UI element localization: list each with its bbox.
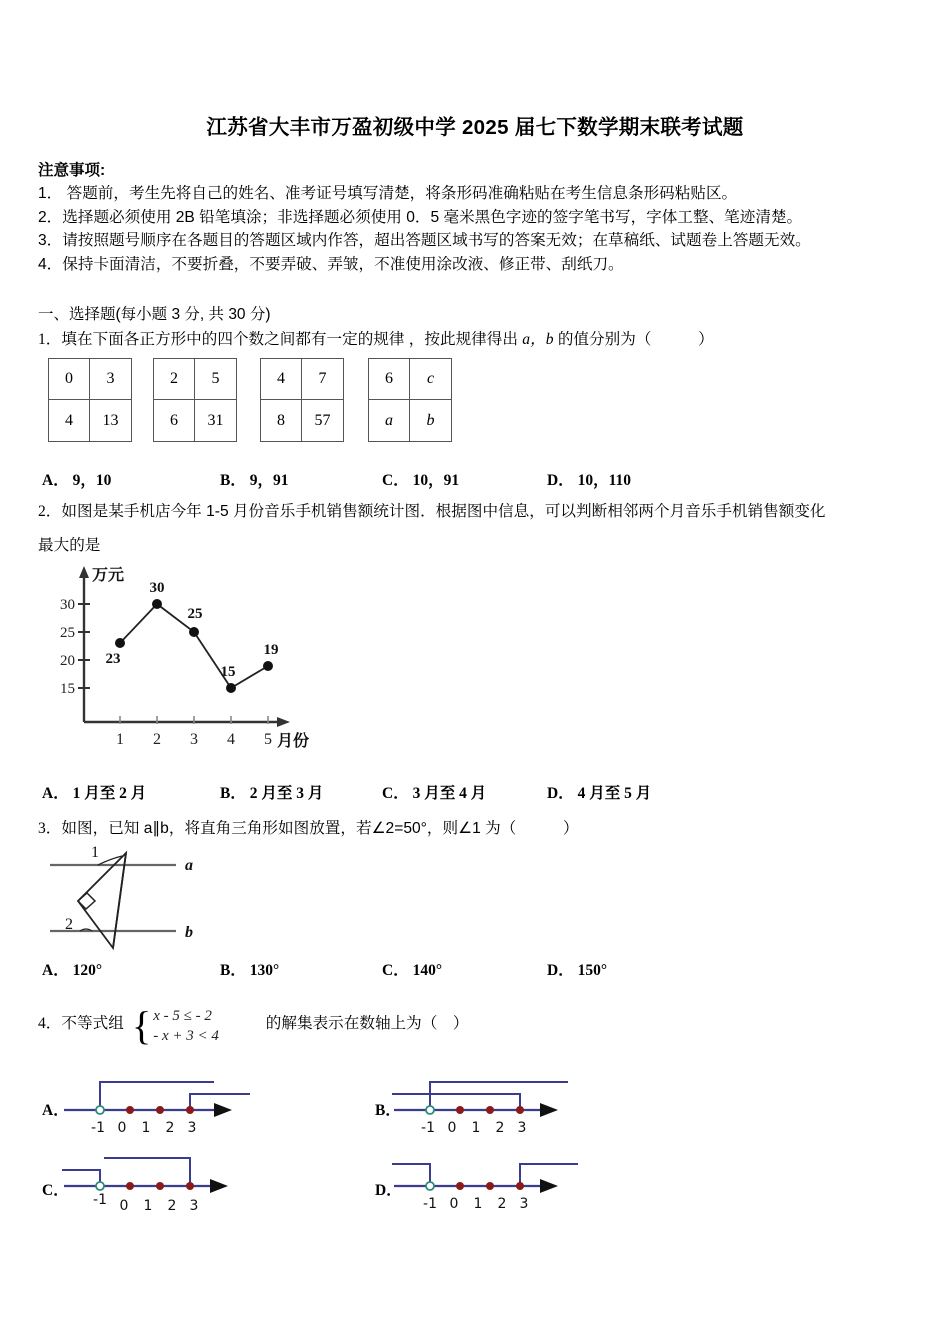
- svg-text:2: 2: [165, 1120, 175, 1136]
- cell-top-right: 7: [302, 359, 343, 400]
- notice-item: 3．请按照题号顺序在各题目的答题区域内作答，超出答题区域书写的答案无效；在草稿纸、试题卷上答题无效。: [38, 232, 811, 249]
- option-value: 1 月至 2 月: [72, 785, 147, 802]
- chart-point-label-5: 19: [263, 642, 279, 658]
- svg-text:3: 3: [519, 1196, 529, 1212]
- open-circle-at-minus1: [96, 1182, 104, 1190]
- q1-number: 1．: [38, 331, 62, 348]
- system-brace: {: [132, 1003, 152, 1048]
- cell-top-left: 6: [369, 359, 410, 400]
- q2-number: 2．: [38, 503, 62, 520]
- open-circle-at-minus1: [426, 1182, 434, 1190]
- chart-ylabel: 万元: [92, 565, 125, 584]
- notice-heading: 注意事项:: [38, 162, 106, 179]
- q1-option-c[interactable]: [382, 468, 459, 490]
- angle-1-label: 1: [91, 844, 99, 861]
- cell-bottom-right: b: [426, 411, 435, 429]
- svg-text:3: 3: [187, 1120, 197, 1136]
- angle-2-label: 2: [65, 916, 73, 933]
- q4-option-c-label: C．: [42, 1182, 69, 1199]
- cell-top-left: 0: [49, 359, 90, 400]
- q4-option-c[interactable]: [42, 1152, 252, 1229]
- cell-top-right: 5: [195, 359, 236, 400]
- option-key: C．: [382, 472, 409, 489]
- line-a-label: a: [185, 857, 193, 874]
- cell-bottom-left: 8: [261, 400, 302, 441]
- svg-text:1: 1: [471, 1120, 481, 1136]
- notice-item: 2．选择题必须使用 2B 铅笔填涂；非选择题必须使用 0．5 毫米黑色字迹的签字笔书写，字体工整、笔迹清楚。: [38, 208, 803, 226]
- chart-xlabel: 月份: [277, 731, 310, 750]
- svg-text:1: 1: [473, 1196, 483, 1212]
- option-value: 130°: [249, 962, 280, 979]
- q2-option-a[interactable]: [42, 781, 146, 803]
- section-heading: 一、选择题(每小题 3 分, 共 30 分): [38, 306, 271, 323]
- cell-top-right: 3: [90, 359, 131, 400]
- q4-option-d[interactable]: [372, 1152, 582, 1229]
- q4-option-d-label: D．: [375, 1182, 402, 1199]
- q1-option-d[interactable]: [547, 468, 631, 490]
- svg-text:-1: -1: [421, 1120, 435, 1136]
- q3-option-d[interactable]: [547, 958, 607, 980]
- open-circle-at-minus1: [96, 1106, 104, 1114]
- inequality-rows: [153, 1006, 219, 1046]
- cell-bottom-right: 31: [207, 411, 224, 429]
- option-value: 9，91: [249, 472, 289, 489]
- chart-xtick-2: 2: [153, 731, 161, 748]
- question-3-text: [38, 817, 579, 841]
- svg-text:0: 0: [119, 1198, 129, 1214]
- chart-xtick-4: 4: [227, 731, 235, 748]
- q4-option-a-label: A．: [42, 1102, 69, 1119]
- option-value: 140°: [412, 962, 443, 979]
- q3-option-a[interactable]: [42, 958, 102, 980]
- q2-line1: 如图是某手机店今年 1‑5 月份音乐手机销售额统计图．根据图中信息，可以判断相邻两个月音乐手机销售额变化: [61, 503, 826, 520]
- question-2-text: [38, 500, 933, 524]
- option-value: 10，110: [577, 472, 631, 489]
- numberline-c-svg: [42, 1152, 252, 1224]
- q1-text-after: 的值分别为（ ）: [553, 331, 714, 348]
- square-grid-2: [153, 358, 237, 442]
- q4-text-after: 的解集表示在数轴上为（ ）: [265, 1015, 469, 1032]
- svg-text:2: 2: [167, 1198, 177, 1214]
- numberline-a-svg: [42, 1076, 252, 1148]
- chart-point-label-4: 15: [220, 664, 236, 680]
- option-key: C．: [382, 962, 409, 979]
- q2-option-b[interactable]: [220, 781, 323, 803]
- chart-point-label-2: 30: [149, 580, 165, 596]
- option-key: B．: [220, 962, 246, 979]
- q4-option-a[interactable]: [42, 1076, 252, 1153]
- question-4-text: [38, 1012, 469, 1036]
- svg-text:0: 0: [447, 1120, 457, 1136]
- question-2-text-line2: 最大的是: [38, 537, 101, 554]
- option-value: 3 月至 4 月: [412, 785, 487, 802]
- square-grid-3: [260, 358, 344, 442]
- q3-option-b[interactable]: [220, 958, 279, 980]
- notice-item: 1． 答题前，考生先将自己的姓名、准考证号填写清楚，将条形码准确粘贴在考生信息条形码粘贴区。: [38, 185, 738, 202]
- q1-vars: a，b: [522, 331, 554, 348]
- q4-number: 4．: [38, 1015, 62, 1032]
- option-value: 9，10: [72, 472, 112, 489]
- option-key: D．: [547, 472, 574, 489]
- option-value: 2 月至 3 月: [249, 785, 324, 802]
- geometry-svg: [48, 843, 213, 955]
- q3-geometry-figure: [48, 843, 213, 955]
- option-value: 10，91: [412, 472, 460, 489]
- chart-ytick-15: 15: [60, 681, 75, 697]
- chart-xtick-3: 3: [190, 731, 198, 748]
- option-key: B．: [220, 472, 246, 489]
- cell-top-left: 4: [261, 359, 302, 400]
- cell-top-right: c: [410, 359, 451, 400]
- q4-option-b-label: B．: [375, 1102, 401, 1119]
- page-title: 江苏省大丰市万盈初级中学 2025 届七下数学期末联考试题: [206, 116, 744, 139]
- svg-text:-1: -1: [93, 1192, 107, 1208]
- q4-inequality-system: [132, 1002, 219, 1050]
- inequality-1: x - 5 ≤ - 2: [153, 1008, 212, 1024]
- numberline-d-svg: [372, 1152, 582, 1224]
- open-circle-at-minus1: [426, 1106, 434, 1114]
- svg-text:3: 3: [189, 1198, 199, 1214]
- line-b-label: b: [185, 924, 193, 941]
- right-angle-mark: [78, 893, 95, 909]
- q2-line-chart: [58, 562, 318, 758]
- option-key: A．: [42, 472, 69, 489]
- option-key: A．: [42, 785, 69, 802]
- q1-option-b[interactable]: [220, 468, 288, 490]
- chart-point-label-1: 23: [105, 651, 121, 667]
- svg-text:0: 0: [449, 1196, 459, 1212]
- option-key: C．: [382, 785, 409, 802]
- q3-number: 3．: [38, 820, 62, 837]
- cell-bottom-left: 4: [49, 400, 90, 441]
- q1-option-a[interactable]: [42, 468, 111, 490]
- square-grid-4: [368, 358, 452, 442]
- option-key: D．: [547, 962, 574, 979]
- svg-text:3: 3: [517, 1120, 527, 1136]
- svg-text:2: 2: [495, 1120, 505, 1136]
- question-1-text: [38, 328, 928, 352]
- option-key: B．: [220, 785, 246, 802]
- chart-xtick-5: 5: [264, 731, 272, 748]
- svg-text:-1: -1: [91, 1120, 105, 1136]
- q4-option-b[interactable]: [372, 1076, 582, 1153]
- square-grid-1: [48, 358, 132, 442]
- chart-svg: [58, 562, 318, 758]
- inequality-2: - x + 3 < 4: [153, 1028, 219, 1044]
- q2-option-c[interactable]: [382, 781, 486, 803]
- q4-text-before: 不等式组: [61, 1015, 124, 1032]
- cell-bottom-right: 57: [314, 411, 331, 429]
- svg-text:2: 2: [497, 1196, 507, 1212]
- option-value: 150°: [577, 962, 608, 979]
- svg-text:-1: -1: [423, 1196, 437, 1212]
- option-value: 120°: [72, 962, 103, 979]
- cell-bottom-right: 13: [102, 411, 119, 429]
- option-key: D．: [547, 785, 574, 802]
- option-key: A．: [42, 962, 69, 979]
- option-value: 4 月至 5 月: [577, 785, 652, 802]
- q2-option-d[interactable]: [547, 781, 651, 803]
- q3-body: 如图，已知 a∥b，将直角三角形如图放置，若∠2=50°，则∠1 为（ ）: [61, 820, 579, 837]
- notice-item: 4．保持卡面清洁，不要折叠，不要弄破、弄皱，不准使用涂改液、修正带、刮纸刀。: [38, 255, 624, 273]
- notice-block: [38, 158, 918, 276]
- numberline-b-svg: [372, 1076, 582, 1148]
- q1-text-before: 填在下面各正方形中的四个数之间都有一定的规律 ，按此规律得出: [61, 331, 523, 348]
- cell-bottom-left: a: [369, 400, 410, 441]
- chart-ytick-25: 25: [60, 625, 75, 641]
- svg-text:1: 1: [143, 1198, 153, 1214]
- cell-bottom-left: 6: [154, 400, 195, 441]
- triangle-side: [113, 853, 126, 948]
- svg-text:0: 0: [117, 1120, 127, 1136]
- cell-top-left: 2: [154, 359, 195, 400]
- chart-xtick-1: 1: [116, 731, 124, 748]
- svg-text:1: 1: [141, 1120, 151, 1136]
- chart-ytick-30: 30: [60, 597, 75, 613]
- chart-ytick-20: 20: [60, 653, 75, 669]
- chart-point-label-3: 25: [187, 606, 203, 622]
- q3-option-c[interactable]: [382, 958, 442, 980]
